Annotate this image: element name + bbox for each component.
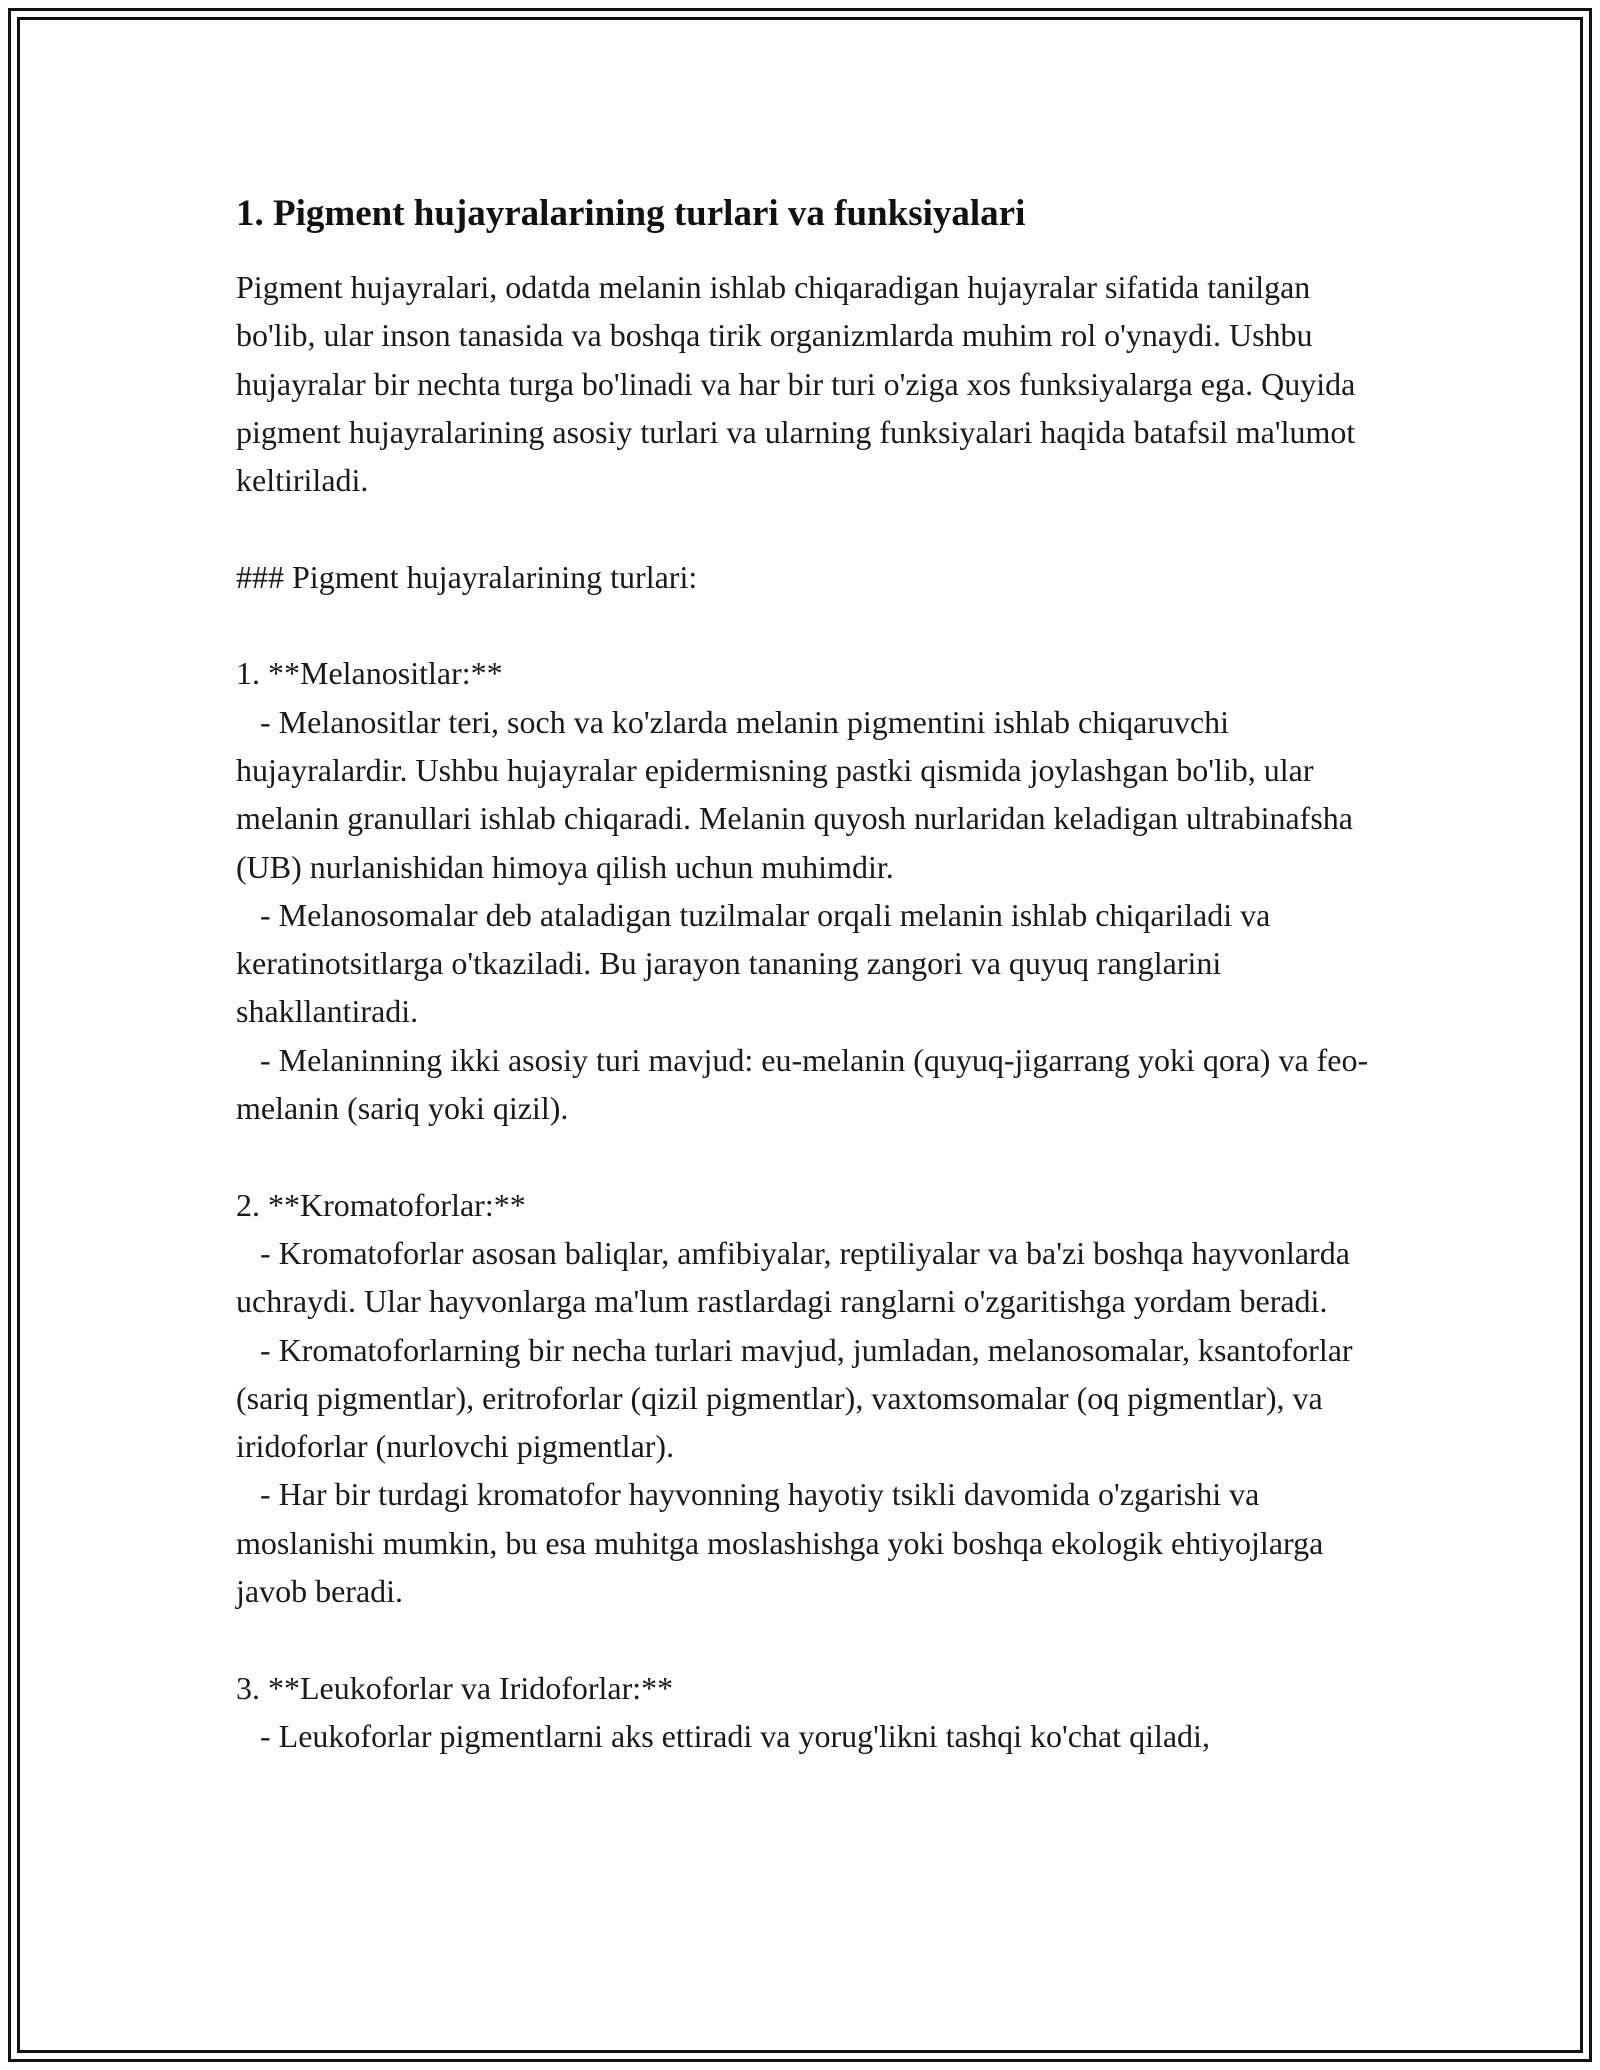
document-text: Pigment hujayralari, odatda melanin ishlab chiqaradigan hujayralar sifatida tanilgan bo'lib, ular inson tanasida va boshqa tirik organizmlarda muhim rol o'ynaydi. Ushbu hujayralar bir nechta turga bo'linadi va har bir turi o'ziga xos funksiyalarga ega. Quyida pigment hujayralarining asosiy turlari va ularning funksiyalari haqida batafsil ma'lumot keltiriladi. ### Pigment hujayralarining turlari: 1. **Melanositlar:** - Melanositlar teri, soch va ko'zlarda melanin pigmentini ishlab chiqaruvchi hujayralardir. Ushbu hujayralar epidermisning pastki qismida joylashgan bo'lib, ular melanin granullari ishlab chiqaradi. Melanin quyosh nurlaridan keladigan ultrabinafsha (UB) nurlanishidan himoya qilish uchun muhimdir. - Melanosomalar deb ataladigan tuzilmalar orqali melanin ishlab chiqariladi va keratinotsitlarga o'tkaziladi. Bu jarayon tananing zangori va quyuq ranglarini shakllantiradi. - Melaninning ikki asosiy turi mavjud: eu-melanin (quyuq-jigarrang yoki qora) va feo-melanin (sariq yoki qizil). 2. **Kromatoforlar:** - Kromatoforlar asosan baliqlar, amfibiyalar, reptiliyalar va ba'zi boshqa hayvonlarda uchraydi. Ular hayvonlarga ma'lum rastlardagi ranglarni o'zgaritishga yordam beradi. - Kromatoforlarning bir necha turlari mavjud, jumladan, melanosomalar, ksantoforlar (sariq pigmentlar), eritroforlar (qizil pigmentlar), vaxtomsomalar (oq pigmentlar), va iridoforlar (nurlovchi pigmentlar). - Har bir turdagi kromatofor hayvonning hayotiy tsikli davomida o'zgarishi va moslanishi mumkin, bu esa muhitga moslashishga yoki boshqa ekologik ehtiyojlarga javob beradi. 3. **Leukoforlar va Iridoforlar:** - Leukoforlar pigmentlarni aks ettiradi va yorug'likni tashqi ko'chat qiladi, bbox=[236, 269, 1369, 1754]
document-heading: 1. Pigment hujayralarining turlari va funksiyalari bbox=[236, 193, 1026, 234]
document-body bbox=[236, 190, 1376, 1760]
